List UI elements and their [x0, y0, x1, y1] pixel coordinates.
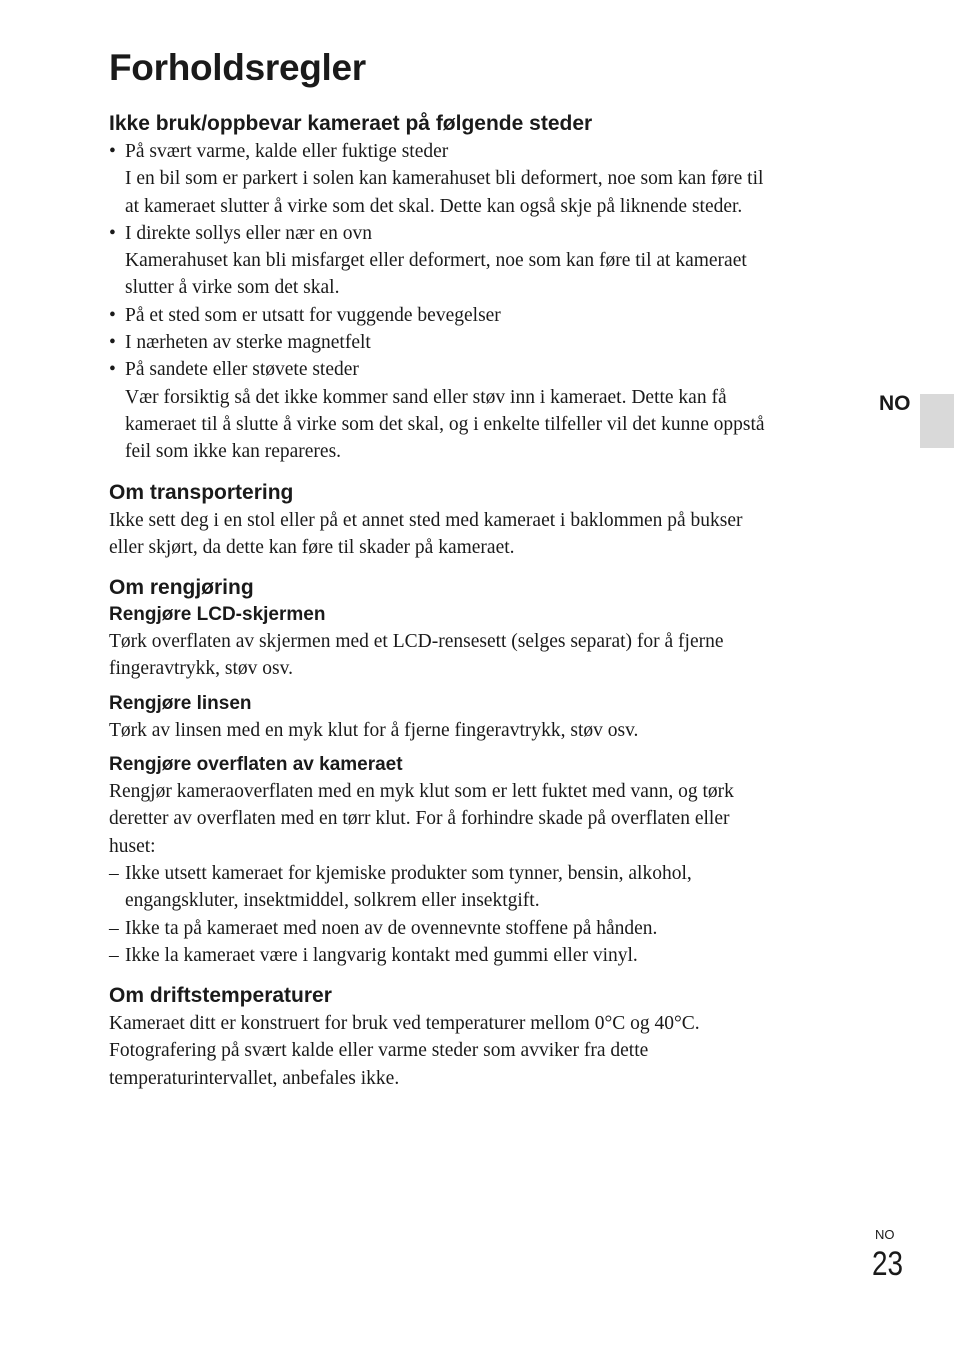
paragraph-line: Rengjør kameraoverflaten med en myk klut som er lett fuktet med vann, og tørk — [109, 781, 734, 803]
sub-heading-lcd: Rengjøre LCD-skjermen — [109, 604, 326, 626]
surface-warning-list — [109, 860, 869, 969]
item-line: På et sted som er utsatt for vuggende bevegelser — [125, 304, 501, 326]
item-line: Vær forsiktig så det ikke kommer sand eller støv inn i kameraet. Dette kan få — [125, 386, 727, 408]
lcd-paragraph — [109, 628, 869, 683]
footer-language-code: NO — [875, 1227, 895, 1242]
list-item — [109, 138, 869, 220]
page-number: 23 — [872, 1245, 904, 1283]
locations-list — [109, 138, 869, 466]
list-item — [109, 302, 869, 329]
section-heading-transport: Om transportering — [109, 480, 294, 504]
list-item — [109, 942, 869, 969]
paragraph-line: fingeravtrykk, støv osv. — [109, 658, 293, 680]
item-line: feil som ikke kan repareres. — [125, 441, 342, 463]
paragraph-line: Tørk overflaten av skjermen med et LCD-rensesett (selges separat) for å fjerne — [109, 631, 724, 653]
section-locations — [109, 110, 869, 466]
paragraph-line: eller skjørt, da dette kan føre til skader på kameraet. — [109, 536, 515, 558]
dash-marker: – — [109, 917, 119, 939]
surface-paragraph — [109, 778, 869, 860]
lens-paragraph — [109, 717, 869, 744]
page-title: Forholdsregler — [109, 47, 366, 88]
list-item — [109, 356, 869, 465]
paragraph-line: Tørk av linsen med en myk klut for å fjerne fingeravtrykk, støv osv. — [109, 719, 639, 741]
item-line: På sandete eller støvete steder — [125, 359, 359, 381]
bullet-marker: • — [109, 141, 116, 162]
language-side-tab — [920, 394, 954, 448]
language-tab-label: NO — [879, 392, 911, 415]
section-heading-temperature: Om driftstemperaturer — [109, 984, 332, 1008]
section-heading-cleaning: Om rengjøring — [109, 576, 254, 600]
paragraph-line: huset: — [109, 835, 156, 857]
sub-heading-surface: Rengjøre overflaten av kameraet — [109, 754, 403, 776]
section-temperature — [109, 982, 869, 1092]
item-line: Ikke la kameraet være i langvarig kontakt med gummi eller vinyl. — [125, 944, 638, 966]
sub-heading-lens: Rengjøre linsen — [109, 692, 252, 714]
item-line: engangskluter, insektmiddel, solkrem eller insektgift. — [125, 890, 540, 912]
item-line: slutter å virke som det skal. — [125, 277, 340, 299]
list-item — [109, 860, 869, 915]
list-item — [109, 220, 869, 302]
paragraph-line: Ikke sett deg i en stol eller på et annet sted med kameraet i baklommen på bukser — [109, 509, 743, 531]
list-item — [109, 915, 869, 942]
page-content — [109, 110, 869, 1092]
transport-paragraph — [109, 507, 869, 562]
item-line: I direkte sollys eller nær en ovn — [125, 222, 372, 244]
bullet-marker: • — [109, 304, 116, 326]
dash-marker: – — [109, 944, 119, 966]
item-line: På svært varme, kalde eller fuktige steder — [125, 141, 449, 162]
paragraph-line: temperaturintervallet, anbefales ikke. — [109, 1067, 400, 1089]
item-line: kameraet til å slutte å virke som det skal, og i enkelte tilfeller vil det kunne oppstå — [125, 413, 765, 435]
item-line: Ikke ta på kameraet med noen av de ovennevnte stoffene på hånden. — [125, 917, 658, 939]
item-line: Kamerahuset kan bli misfarget eller deformert, noe som kan føre til at kameraet — [125, 250, 747, 272]
section-transport — [109, 479, 869, 562]
section-cleaning — [109, 574, 869, 969]
paragraph-line: Fotografering på svært kalde eller varme steder som avviker fra dette — [109, 1040, 649, 1062]
bullet-marker: • — [109, 359, 116, 381]
section-heading-locations: Ikke bruk/oppbevar kameraet på følgende steder — [109, 112, 593, 135]
list-item — [109, 329, 869, 356]
item-line: at kameraet slutter å virke som det skal. Dette kan også skje på liknende steder. — [125, 195, 743, 217]
paragraph-line: deretter av overflaten med en tørr klut. For å forhindre skade på overflaten eller — [109, 808, 730, 830]
paragraph-line: Kameraet ditt er konstruert for bruk ved temperaturer mellom 0°C og 40°C. — [109, 1013, 700, 1035]
item-line: I en bil som er parkert i solen kan kamerahuset bli deformert, noe som kan føre til — [125, 168, 764, 190]
item-line: Ikke utsett kameraet for kjemiske produkter som tynner, bensin, alkohol, — [125, 862, 692, 884]
bullet-marker: • — [109, 222, 116, 244]
dash-marker: – — [109, 862, 119, 884]
temperature-paragraph — [109, 1010, 869, 1092]
bullet-marker: • — [109, 332, 116, 354]
item-line: I nærheten av sterke magnetfelt — [125, 332, 371, 354]
